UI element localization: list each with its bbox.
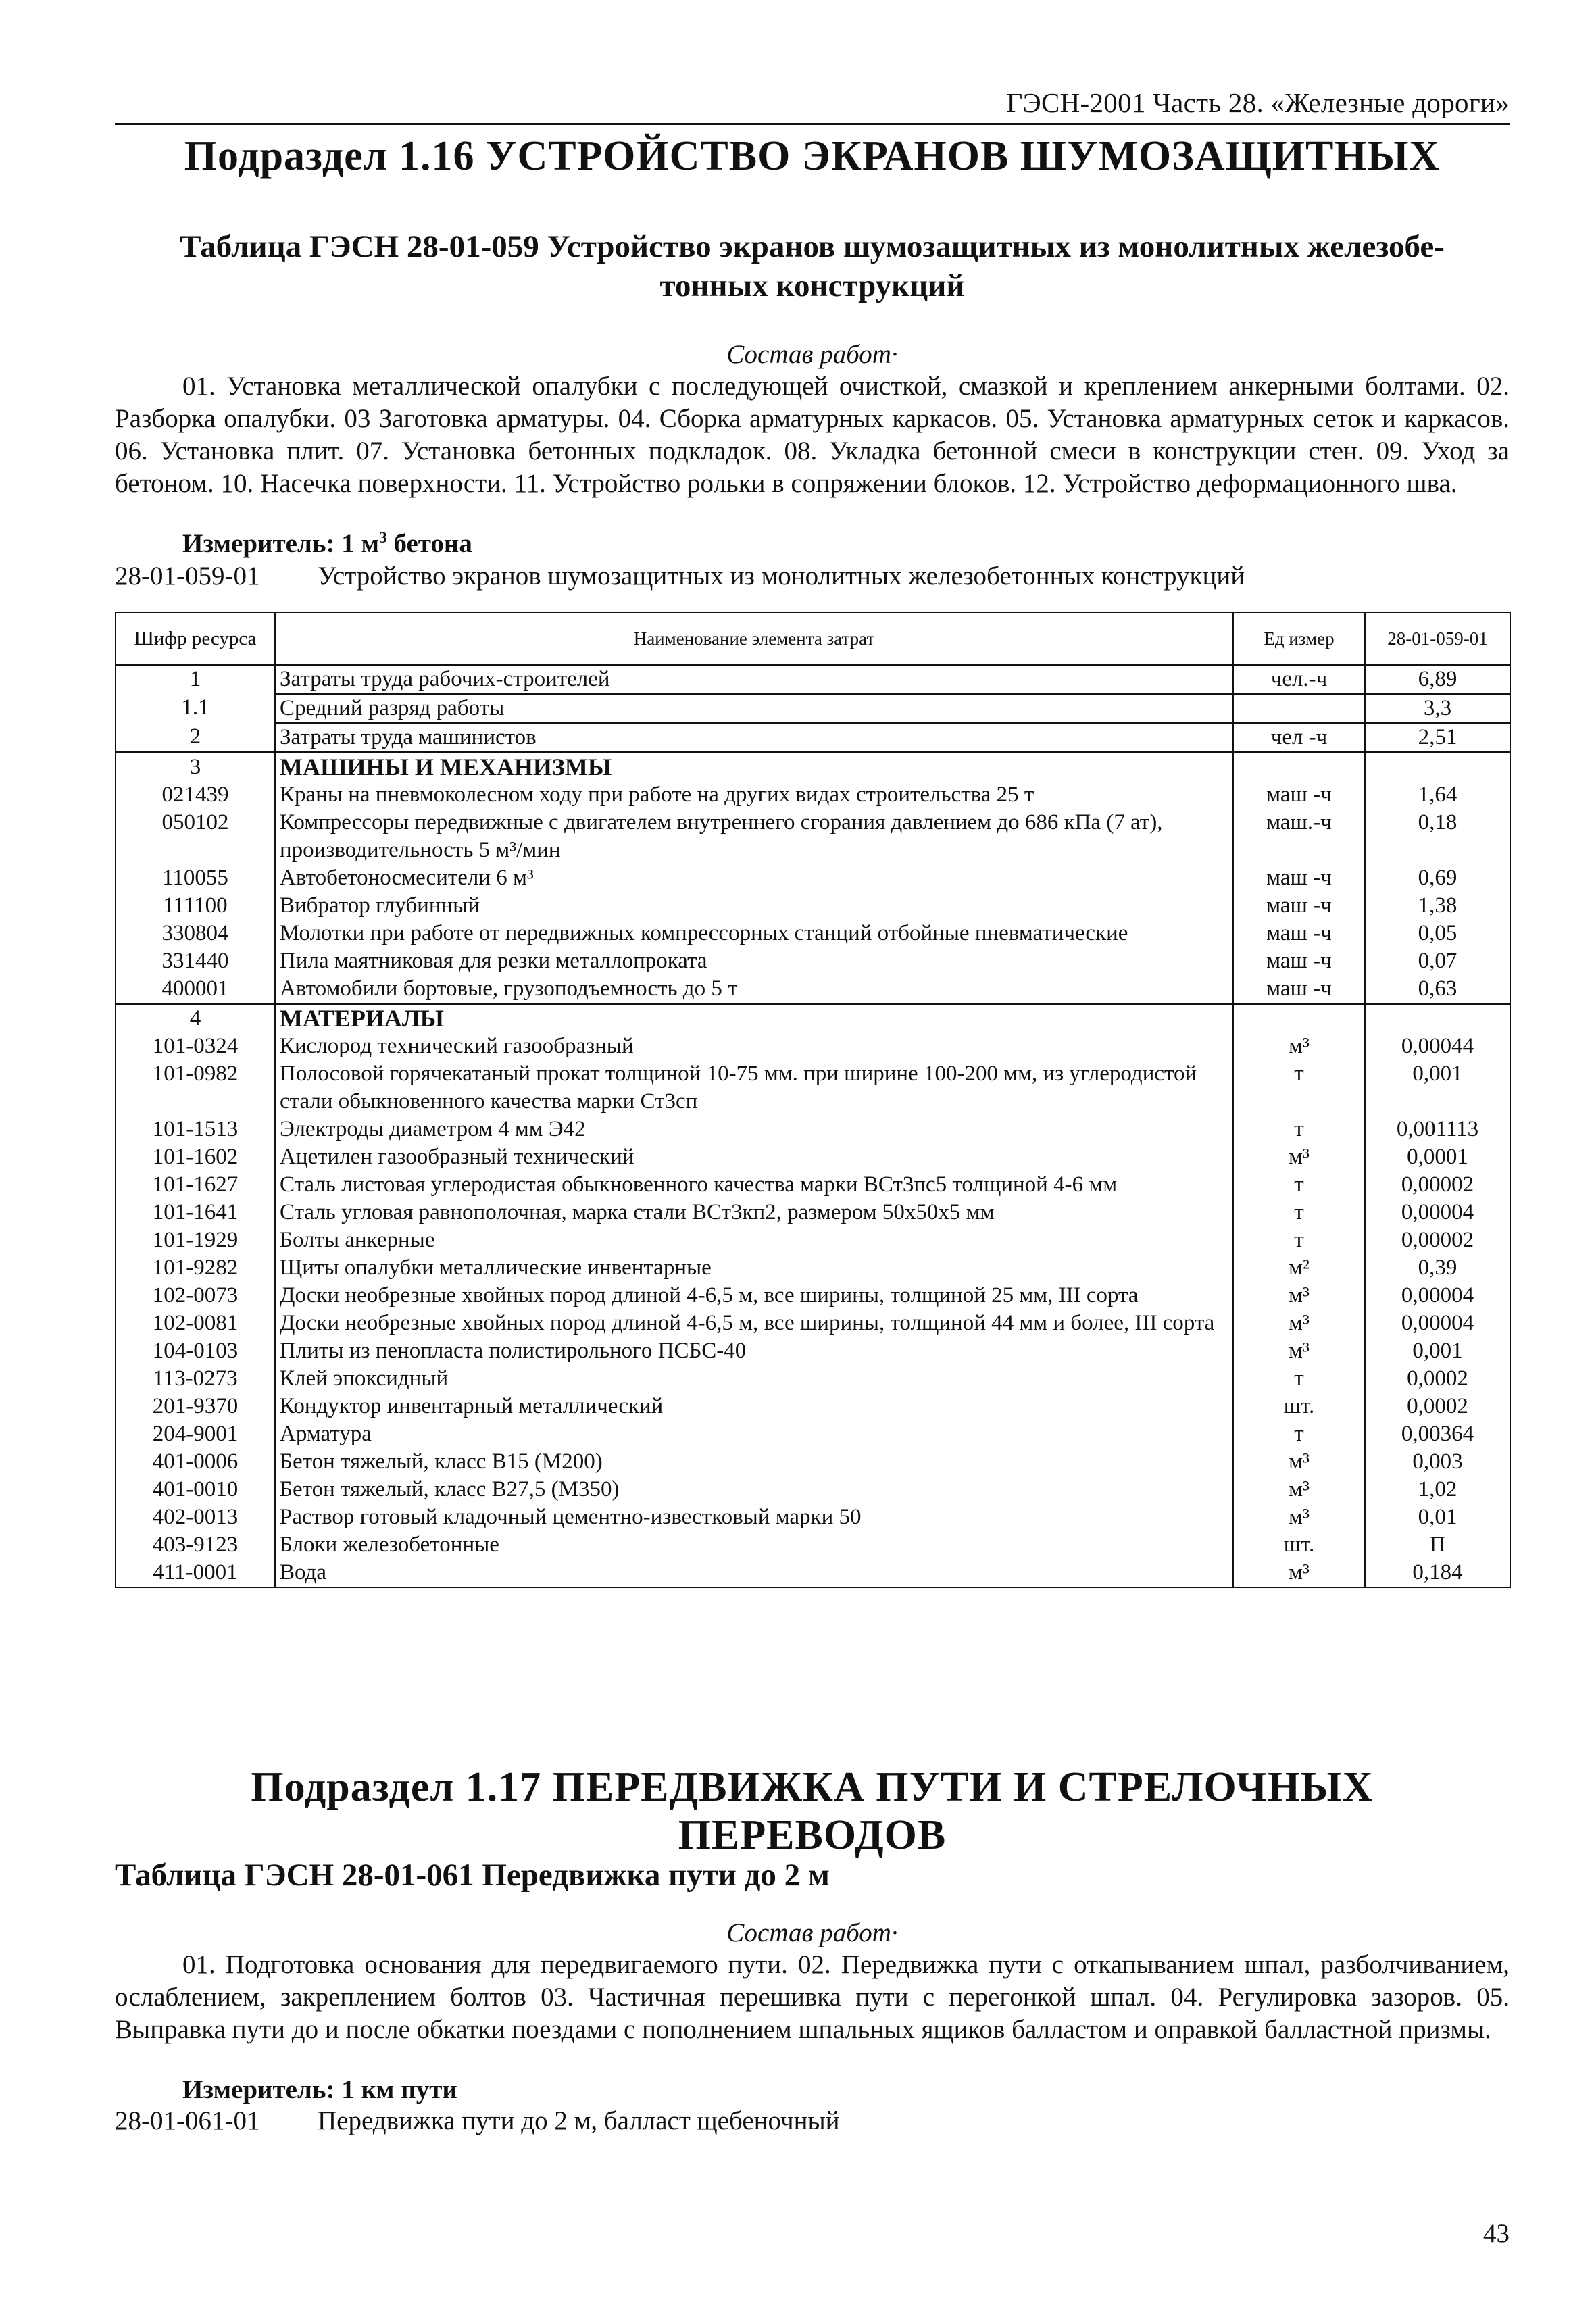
cell-code: 1: [116, 665, 275, 694]
composition-heading-2: Состав работ·: [726, 1918, 898, 1947]
cell-value: 3,3: [1365, 694, 1510, 723]
cell-unit: м³: [1233, 1282, 1365, 1310]
cell-name: Плиты из пенопласта полистирольного ПСБС-40: [275, 1337, 1233, 1365]
cell-name: Блоки железобетонные: [275, 1531, 1233, 1559]
cell-unit: маш -ч: [1233, 781, 1365, 809]
cell-unit: т: [1233, 1199, 1365, 1226]
table-row: [116, 753, 1510, 782]
table-row: [116, 723, 1510, 753]
cell-name: Молотки при работе от передвижных компрессорных станций отбойные пневматические: [275, 920, 1233, 947]
cell-code: 411-0001: [116, 1559, 275, 1587]
cell-name: Раствор готовый кладочный цементно-известковый марки 50: [275, 1503, 1233, 1531]
cell-value: 0,184: [1365, 1559, 1510, 1587]
table-row: [116, 1310, 1510, 1337]
cell-name: Бетон тяжелый, класс В15 (М200): [275, 1448, 1233, 1476]
cell-unit: т: [1233, 1226, 1365, 1254]
cell-unit: маш -ч: [1233, 920, 1365, 947]
table-row: [116, 1032, 1510, 1060]
cell-value: 1,64: [1365, 781, 1510, 809]
measure-sup: 3: [379, 529, 387, 547]
cell-code: 101-9282: [116, 1254, 275, 1282]
table-row: [116, 1448, 1510, 1476]
cell-code: 102-0073: [116, 1282, 275, 1310]
cell-unit: [1233, 753, 1365, 782]
composition-heading: Состав работ·: [726, 340, 898, 369]
table-row: [116, 1171, 1510, 1199]
table-row: [116, 1143, 1510, 1171]
table-row: [116, 1503, 1510, 1531]
cell-value: 0,69: [1365, 864, 1510, 892]
cell-code: 021439: [116, 781, 275, 809]
cell-name: Болты анкерные: [275, 1226, 1233, 1254]
cell-name: Компрессоры передвижные с двигателем внутреннего сгорания давлением до 686 кПа (7 ат), производительность 5 м³/мин: [275, 809, 1233, 864]
cell-code: 101-0982: [116, 1060, 275, 1116]
cell-code: 101-0324: [116, 1032, 275, 1060]
cell-unit: т: [1233, 1060, 1365, 1116]
header-rule: [115, 123, 1510, 125]
table-header-row: [116, 612, 1510, 665]
norm-code-2: 28-01-061-01: [115, 2106, 260, 2135]
cell-code: 2: [116, 723, 275, 753]
cell-name: Автомобили бортовые, грузоподъемность до 5 т: [275, 975, 1233, 1004]
cell-value: 1,38: [1365, 892, 1510, 920]
cell-code: 050102: [116, 809, 275, 864]
table-row: [116, 947, 1510, 975]
cell-name: Щиты опалубки металлические инвентарные: [275, 1254, 1233, 1282]
table-row: [116, 1559, 1510, 1587]
cell-value: 0,003: [1365, 1448, 1510, 1476]
cell-name: Арматура: [275, 1420, 1233, 1448]
table-row: [116, 1282, 1510, 1310]
cell-name: МАШИНЫ И МЕХАНИЗМЫ: [275, 753, 1233, 782]
cell-code: 113-0273: [116, 1365, 275, 1393]
cell-unit: м³: [1233, 1503, 1365, 1531]
cell-value: 0,00364: [1365, 1420, 1510, 1448]
cell-name: Затраты труда рабочих-строителей: [275, 665, 1233, 694]
cell-value: 0,00002: [1365, 1226, 1510, 1254]
cell-code: 101-1602: [116, 1143, 275, 1171]
cell-name: Доски необрезные хвойных пород длиной 4-6,5 м, все ширины, толщиной 25 мм, III сорта: [275, 1282, 1233, 1310]
table-row: [116, 920, 1510, 947]
cell-unit: маш -ч: [1233, 947, 1365, 975]
cell-unit: [1233, 1004, 1365, 1033]
running-header: ГЭСН-2001 Часть 28. «Железные дороги»: [1006, 87, 1510, 118]
cell-unit: т: [1233, 1420, 1365, 1448]
header-norm: 28-01-059-01: [1365, 612, 1510, 665]
table-row: [116, 1004, 1510, 1033]
cell-value: 0,0002: [1365, 1393, 1510, 1420]
cell-value: 0,63: [1365, 975, 1510, 1004]
composition-text: 01. Установка металлической опалубки с последующей очисткой, смазкой и креплением анкерными болтами. 02. Разборка опалубки. 03 Заготовка арматуры. 04. Сборка арматурных каркасов. 05. Установка арматурных сеток и каркасов. 06. Установка плит. 07. Установка бетонных подкладок. 08. Укладка бетонной смеси в конструкции стен. 09. Уход за бетоном. 10. Насечка поверхности. 11. Устройство рольки в сопряжении блоков. 12. Устройство деформационного шва.: [115, 372, 1510, 498]
cell-value: 0,0001: [1365, 1143, 1510, 1171]
table-row: [116, 1337, 1510, 1365]
table-row: [116, 1393, 1510, 1420]
cell-value: П: [1365, 1531, 1510, 1559]
cell-value: 0,00004: [1365, 1310, 1510, 1337]
cell-name: Доски необрезные хвойных пород длиной 4-6,5 м, все ширины, толщиной 44 мм и более, III сорта: [275, 1310, 1233, 1337]
cell-code: 331440: [116, 947, 275, 975]
measure-label: Измеритель:: [182, 529, 335, 558]
table-title-2: Таблица ГЭСН 28-01-061 Передвижка пути до 2 м: [115, 1858, 830, 1893]
cell-code: 401-0010: [116, 1476, 275, 1503]
table-title: [115, 227, 1510, 305]
table-body: [116, 665, 1510, 1587]
cell-value: [1365, 1004, 1510, 1033]
cell-unit: м³: [1233, 1310, 1365, 1337]
cell-code: 401-0006: [116, 1448, 275, 1476]
cell-name: Электроды диаметром 4 мм Э42: [275, 1116, 1233, 1143]
table-row: [116, 1199, 1510, 1226]
cell-name: Вибратор глубинный: [275, 892, 1233, 920]
cell-name: Ацетилен газообразный технический: [275, 1143, 1233, 1171]
measure: [182, 528, 472, 559]
cell-name: Полосовой горячекатаный прокат толщиной 10-75 мм. при ширине 100-200 мм, из углеродистой стали обыкновенного качества марки Ст3сп: [275, 1060, 1233, 1116]
cell-unit: шт.: [1233, 1393, 1365, 1420]
cell-name: Кислород технический газообразный: [275, 1032, 1233, 1060]
cell-name: Бетон тяжелый, класс В27,5 (М350): [275, 1476, 1233, 1503]
cell-code: 330804: [116, 920, 275, 947]
table-row: [116, 892, 1510, 920]
table-title-line-1: Таблица ГЭСН 28-01-059 Устройство экранов шумозащитных из монолитных железобе-: [180, 229, 1445, 264]
table-row: [116, 1531, 1510, 1559]
section-title: Подраздел 1.16 УСТРОЙСТВО ЭКРАНОВ ШУМОЗАЩИТНЫХ: [184, 133, 1441, 179]
header-code: Шифр ресурса: [116, 612, 275, 665]
cell-value: [1365, 753, 1510, 782]
cell-value: 0,01: [1365, 1503, 1510, 1531]
cell-unit: м²: [1233, 1254, 1365, 1282]
measure-label-2: Измеритель:: [182, 2075, 335, 2104]
header-name: Наименование элемента затрат: [275, 612, 1233, 665]
table-row: [116, 1226, 1510, 1254]
cell-value: 0,18: [1365, 809, 1510, 864]
cell-code: 101-1513: [116, 1116, 275, 1143]
cell-code: 102-0081: [116, 1310, 275, 1337]
cell-name: Автобетоносмесители 6 м³: [275, 864, 1233, 892]
cell-code: 201-9370: [116, 1393, 275, 1420]
table-row: [116, 809, 1510, 864]
composition-text-2: 01. Подготовка основания для передвигаемого пути. 02. Передвижка пути с откапыванием шпал, разболчиванием, ослаблением, закреплением болтов 03. Частичная перешивка пути с перегонкой шпал. 04. Регулировка зазоров. 05. Выправка пути до и после обкатки поездами с пополнением шпальных ящиков балластом и оправкой балластной призмы.: [115, 1950, 1510, 2044]
cell-value: 0,00004: [1365, 1282, 1510, 1310]
cell-name: Краны на пневмоколесном ходу при работе на других видах строительства 25 т: [275, 781, 1233, 809]
cell-code: 101-1627: [116, 1171, 275, 1199]
cell-name: Кондуктор инвентарный металлический: [275, 1393, 1233, 1420]
table-row: [116, 694, 1510, 723]
cell-value: 0,39: [1365, 1254, 1510, 1282]
cell-code: 101-1929: [116, 1226, 275, 1254]
cell-unit: маш -ч: [1233, 975, 1365, 1004]
cell-value: 0,001: [1365, 1060, 1510, 1116]
cell-code: 101-1641: [116, 1199, 275, 1226]
cell-value: 1,02: [1365, 1476, 1510, 1503]
cell-unit: маш -ч: [1233, 864, 1365, 892]
cell-value: 2,51: [1365, 723, 1510, 753]
cell-value: 0,07: [1365, 947, 1510, 975]
cell-code: 403-9123: [116, 1531, 275, 1559]
section-title-2: Подраздел 1.17 ПЕРЕДВИЖКА ПУТИ И СТРЕЛОЧНЫХ ПЕРЕВОДОВ: [251, 1764, 1374, 1858]
cell-unit: м³: [1233, 1337, 1365, 1365]
cell-name: Затраты труда машинистов: [275, 723, 1233, 753]
table-row: [116, 1476, 1510, 1503]
cell-name: Пила маятниковая для резки металлопроката: [275, 947, 1233, 975]
cell-code: 104-0103: [116, 1337, 275, 1365]
cell-name: Средний разряд работы: [275, 694, 1233, 723]
cell-code: 3: [116, 753, 275, 782]
norm-name-2: Передвижка пути до 2 м, балласт щебеночный: [318, 2106, 840, 2135]
cell-code: 1.1: [116, 694, 275, 723]
cell-code: 402-0013: [116, 1503, 275, 1531]
table-row: [116, 665, 1510, 694]
table-row: [116, 864, 1510, 892]
table-row: [116, 975, 1510, 1004]
table-row: [116, 781, 1510, 809]
cell-code: 4: [116, 1004, 275, 1033]
cell-unit: маш -ч: [1233, 892, 1365, 920]
cell-unit: чел -ч: [1233, 723, 1365, 753]
cell-value: 0,00044: [1365, 1032, 1510, 1060]
cell-unit: чел.-ч: [1233, 665, 1365, 694]
cell-value: 6,89: [1365, 665, 1510, 694]
measure-value: 1 м: [341, 529, 380, 558]
table-row: [116, 1060, 1510, 1116]
cell-unit: маш.-ч: [1233, 809, 1365, 864]
cell-name: Вода: [275, 1559, 1233, 1587]
table-title-line-2: тонных конструкций: [659, 268, 965, 303]
cell-unit: м³: [1233, 1143, 1365, 1171]
cell-unit: [1233, 694, 1365, 723]
cell-value: 0,001113: [1365, 1116, 1510, 1143]
cell-unit: м³: [1233, 1476, 1365, 1503]
cell-code: 204-9001: [116, 1420, 275, 1448]
cell-value: 0,0002: [1365, 1365, 1510, 1393]
table-row: [116, 1116, 1510, 1143]
cell-value: 0,00004: [1365, 1199, 1510, 1226]
norm-code: 28-01-059-01: [115, 562, 260, 591]
cell-unit: т: [1233, 1171, 1365, 1199]
cell-unit: м³: [1233, 1448, 1365, 1476]
page-number: 43: [1483, 2219, 1510, 2248]
cell-value: 0,00002: [1365, 1171, 1510, 1199]
cell-name: Сталь листовая углеродистая обыкновенного качества марки ВСт3пс5 толщиной 4-6 мм: [275, 1171, 1233, 1199]
cell-name: МАТЕРИАЛЫ: [275, 1004, 1233, 1033]
cell-value: 0,001: [1365, 1337, 1510, 1365]
cell-name: Сталь угловая равнополочная, марка стали ВСт3кп2, размером 50x50x5 мм: [275, 1199, 1233, 1226]
cell-unit: м³: [1233, 1032, 1365, 1060]
table-row: [116, 1365, 1510, 1393]
header-unit: Ед измер: [1233, 612, 1365, 665]
cell-code: 111100: [116, 892, 275, 920]
norm-table: [115, 612, 1511, 1588]
cell-unit: м³: [1233, 1559, 1365, 1587]
measure-2: [182, 2074, 457, 2105]
measure-value-2: 1 км пути: [341, 2075, 457, 2104]
table-row: [116, 1420, 1510, 1448]
cell-value: 0,05: [1365, 920, 1510, 947]
cell-code: 400001: [116, 975, 275, 1004]
norm-name: Устройство экранов шумозащитных из монолитных железобетонных конструкций: [318, 562, 1245, 591]
cell-code: 110055: [116, 864, 275, 892]
cell-name: Клей эпоксидный: [275, 1365, 1233, 1393]
cell-unit: т: [1233, 1365, 1365, 1393]
cell-unit: шт.: [1233, 1531, 1365, 1559]
table-row: [116, 1254, 1510, 1282]
cell-unit: т: [1233, 1116, 1365, 1143]
measure-unit: бетона: [386, 529, 472, 558]
